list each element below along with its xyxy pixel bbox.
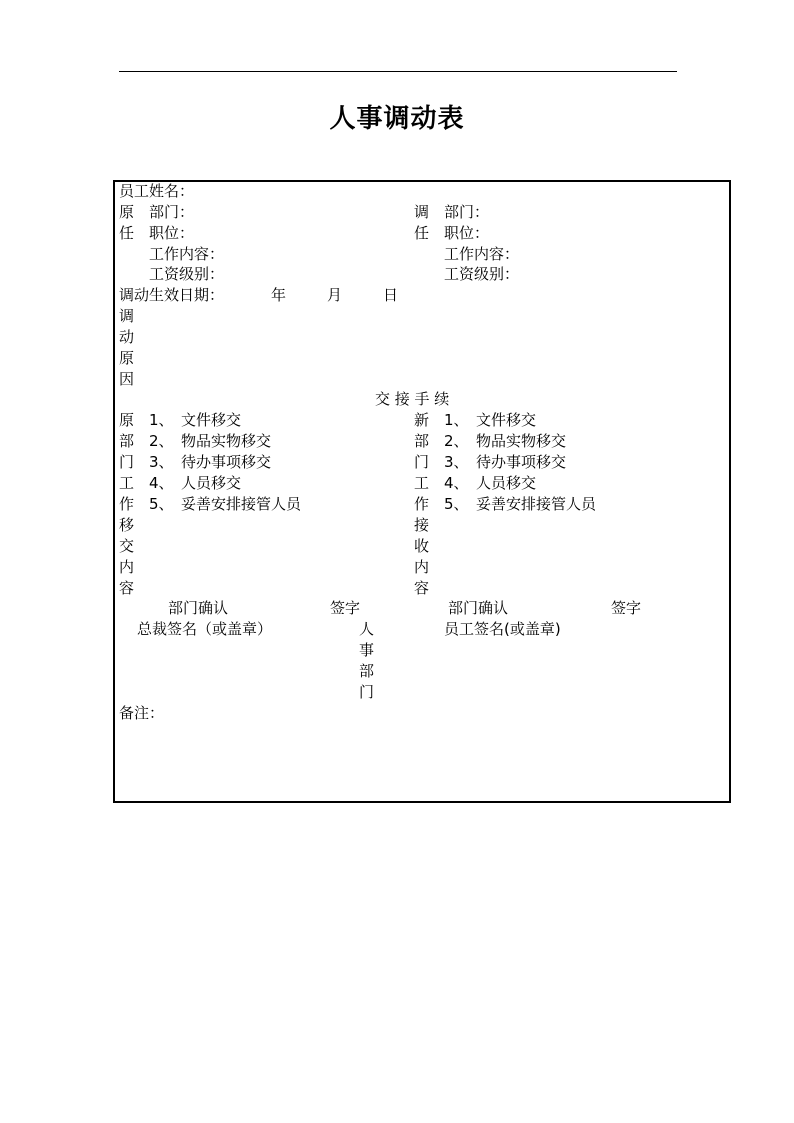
left-vertical-char: 门 — [119, 453, 135, 471]
left-item-text: 人员移交 — [181, 474, 242, 492]
page-title: 人事调动表 — [329, 104, 465, 134]
effective-date-month: 月 — [327, 286, 343, 304]
effective-date-label: 调动生效日期： — [119, 286, 225, 304]
left-item-text: 物品实物移交 — [181, 432, 272, 450]
original-salary-level-label: 工资级别： — [149, 265, 225, 283]
hr-dept-char: 人 — [359, 620, 375, 638]
right-vertical-char: 部 — [414, 432, 430, 450]
reason-char: 动 — [119, 328, 135, 346]
left-item-text: 妥善安排接管人员 — [181, 495, 302, 513]
handover-heading: 交 接 手 续 — [375, 390, 450, 408]
right-vertical-char: 收 — [414, 537, 430, 555]
left-dept-confirm-label: 部门确认 — [168, 599, 229, 617]
left-vertical-char: 交 — [119, 537, 135, 555]
left-item-text: 待办事项移交 — [181, 453, 272, 471]
left-item-number: 5、 — [149, 495, 174, 513]
original-side-char: 任 — [119, 224, 135, 242]
transfer-side-char: 任 — [414, 224, 430, 242]
left-item-number: 4、 — [149, 474, 174, 492]
effective-date-year: 年 — [271, 286, 287, 304]
right-item-text: 文件移交 — [476, 411, 537, 429]
header-rule — [119, 71, 677, 72]
left-vertical-char: 部 — [119, 432, 135, 450]
left-vertical-char: 作 — [119, 495, 135, 513]
left-vertical-char: 内 — [119, 558, 135, 576]
president-sign-label: 总裁签名（或盖章） — [137, 620, 273, 638]
right-dept-confirm-label: 部门确认 — [448, 599, 509, 617]
right-item-number: 4、 — [444, 474, 469, 492]
reason-char: 原 — [119, 349, 135, 367]
right-item-number: 3、 — [444, 453, 469, 471]
original-department-label: 部门： — [149, 203, 195, 221]
employee-name-label: 员工姓名： — [119, 182, 195, 200]
right-vertical-char: 作 — [414, 495, 430, 513]
transfer-position-label: 职位： — [444, 224, 490, 242]
right-vertical-char: 内 — [414, 558, 430, 576]
reason-char: 因 — [119, 370, 135, 388]
left-vertical-char: 移 — [119, 516, 135, 534]
left-item-number: 2、 — [149, 432, 174, 450]
left-vertical-char: 容 — [119, 579, 135, 597]
right-item-number: 1、 — [444, 411, 469, 429]
hr-dept-char: 门 — [359, 683, 375, 701]
left-item-text: 文件移交 — [181, 411, 242, 429]
remarks-label: 备注： — [119, 704, 165, 722]
right-item-text: 待办事项移交 — [476, 453, 567, 471]
hr-dept-char: 事 — [359, 641, 375, 659]
right-item-number: 2、 — [444, 432, 469, 450]
left-sign-label: 签字 — [330, 599, 361, 617]
original-side-char: 原 — [119, 203, 135, 221]
effective-date-day: 日 — [383, 286, 399, 304]
transfer-work-content-label: 工作内容： — [444, 245, 520, 263]
right-vertical-char: 新 — [414, 411, 430, 429]
left-vertical-char: 原 — [119, 411, 135, 429]
transfer-side-char: 调 — [414, 203, 430, 221]
employee-sign-label: 员工签名(或盖章) — [444, 620, 561, 638]
right-vertical-char: 接 — [414, 516, 430, 534]
left-vertical-char: 工 — [119, 474, 135, 492]
right-vertical-char: 工 — [414, 474, 430, 492]
transfer-salary-level-label: 工资级别： — [444, 265, 520, 283]
right-item-number: 5、 — [444, 495, 469, 513]
original-work-content-label: 工作内容： — [149, 245, 225, 263]
hr-dept-char: 部 — [359, 662, 375, 680]
right-item-text: 妥善安排接管人员 — [476, 495, 597, 513]
right-sign-label: 签字 — [611, 599, 642, 617]
left-item-number: 1、 — [149, 411, 174, 429]
transfer-department-label: 部门： — [444, 203, 490, 221]
right-vertical-char: 门 — [414, 453, 430, 471]
right-vertical-char: 容 — [414, 579, 430, 597]
left-item-number: 3、 — [149, 453, 174, 471]
original-position-label: 职位： — [149, 224, 195, 242]
reason-char: 调 — [119, 307, 135, 325]
right-item-text: 物品实物移交 — [476, 432, 567, 450]
right-item-text: 人员移交 — [476, 474, 537, 492]
